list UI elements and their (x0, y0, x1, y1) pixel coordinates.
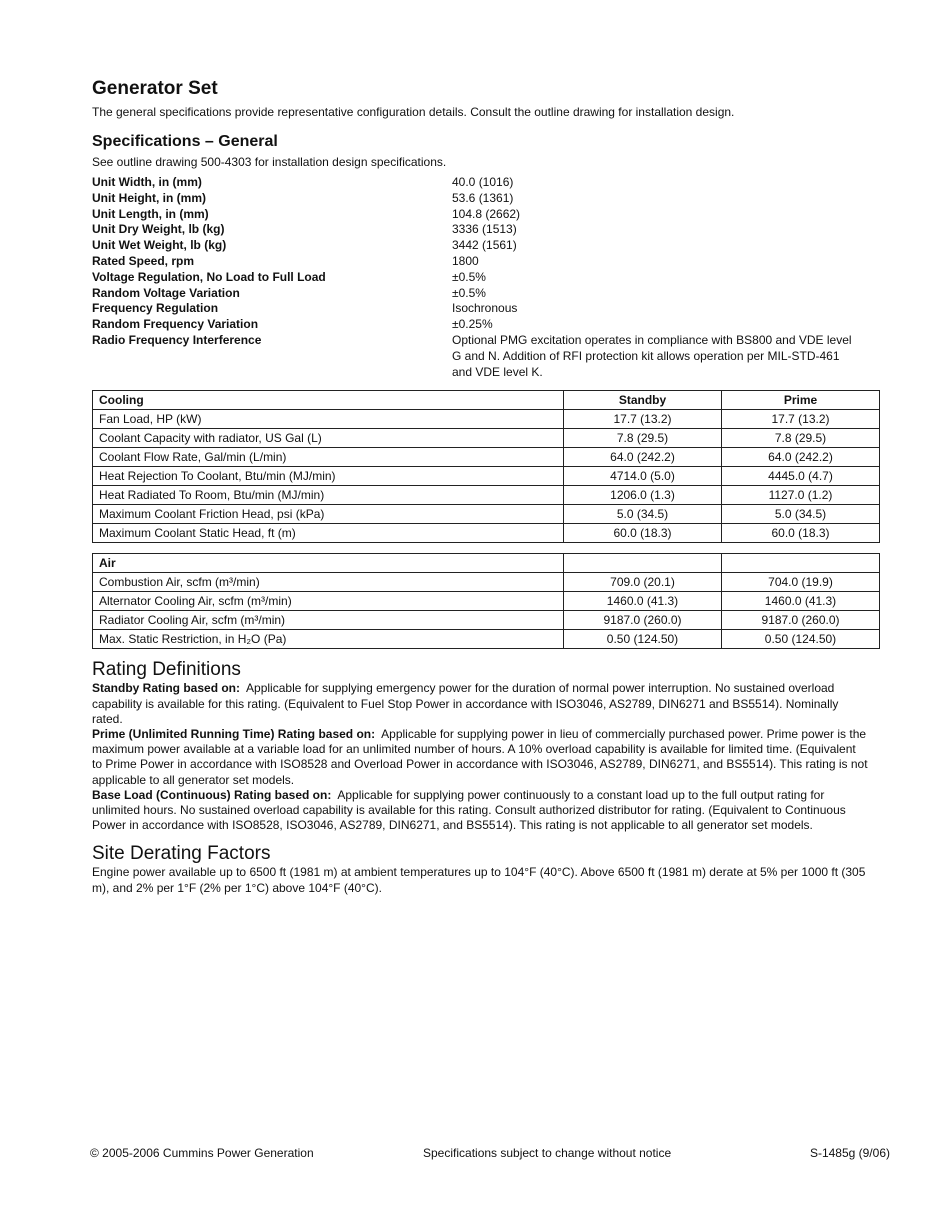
table-row (93, 429, 880, 448)
table-cell: Max. Static Restriction, in H₂O (Pa) (93, 630, 564, 649)
spec-value: 3442 (1561) (452, 238, 517, 253)
spec-value: Optional PMG excitation operates in compliance with BS800 and VDE level G and N. Addition of RFI protection kit allows operation per MIL-STD-461 and VDE level K. (452, 332, 852, 379)
standby-rating-label: Standby Rating based on: (92, 681, 241, 696)
spec-label: Random Frequency Variation (92, 317, 259, 332)
spec-row (92, 317, 868, 333)
spec-value: 53.6 (1361) (452, 190, 514, 205)
derating-text: Engine power available up to 6500 ft (1981 m) at ambient temperatures up to 104°F (40°C). Above 6500 ft (1981 m) derate at 5% per 1000 ft (305 m), and 2% per 1°F (2% per 1°C) above 104°F (40°C). (92, 865, 866, 895)
table-cell: 0.50 (124.50) (564, 630, 722, 649)
spec-label: Unit Wet Weight, lb (kg) (92, 238, 227, 253)
table-row (93, 505, 880, 524)
table-cell: 5.0 (34.5) (564, 505, 722, 524)
spec-row (92, 301, 868, 317)
table-cell: 9187.0 (260.0) (722, 611, 880, 630)
table-row (93, 524, 880, 543)
standby-rating-paragraph (92, 681, 868, 727)
spec-row (92, 270, 868, 286)
table-cell: 7.8 (29.5) (722, 429, 880, 448)
table-cell: 60.0 (18.3) (722, 524, 880, 543)
prime-rating-paragraph (92, 727, 868, 788)
table-row (93, 448, 880, 467)
table-cell: 1127.0 (1.2) (722, 486, 880, 505)
spec-list (92, 175, 868, 380)
footer-notice: Specifications subject to change without notice (423, 1146, 672, 1160)
spec-label: Unit Dry Weight, lb (kg) (92, 222, 225, 237)
table-header-row (93, 391, 880, 410)
table-cell: 5.0 (34.5) (722, 505, 880, 524)
table-cell: Alternator Cooling Air, scfm (m³/min) (93, 592, 564, 611)
spec-label: Unit Width, in (mm) (92, 175, 202, 189)
table-header-cell: Prime (722, 391, 880, 410)
table-header-cell: Air (93, 554, 564, 573)
table-cell: 64.0 (242.2) (564, 448, 722, 467)
base-rating-text: Applicable for supplying power continuously to a constant load up to the full output rating for unlimited hours. No sustained overload capability is available for this rating. Consult authorized distributor for rating. (Equivalent to Continuous Power in accordance with ISO8528, ISO3046, AS2789, DIN6271, and BS5514). This rating is not applicable to all generator set models. (92, 787, 846, 833)
footer-docnum: S-1485g (9/06) (809, 1146, 890, 1160)
table-cell: 1460.0 (41.3) (564, 592, 722, 611)
table-row (93, 410, 880, 429)
spec-row (92, 254, 868, 270)
table-cell: 0.50 (124.50) (722, 630, 880, 649)
table-cell: Maximum Coolant Static Head, ft (m) (93, 524, 564, 543)
spec-label: Random Voltage Variation (92, 285, 240, 300)
spec-row (92, 333, 868, 380)
spec-label: Voltage Regulation, No Load to Full Load (92, 269, 326, 284)
intro-text: The general specifications provide representative configuration details. Consult the outline drawing for installation design. (92, 105, 735, 119)
table-cell: 9187.0 (260.0) (564, 611, 722, 630)
spec-label: Radio Frequency Interference (92, 332, 262, 347)
spec-row (92, 207, 868, 223)
table-row (93, 592, 880, 611)
spec-row (92, 175, 868, 191)
spec-label: Unit Length, in (mm) (92, 206, 209, 221)
table-cell: Heat Radiated To Room, Btu/min (MJ/min) (93, 486, 564, 505)
spec-value: 1800 (452, 253, 479, 268)
table-row (93, 630, 880, 649)
table-cell: Radiator Cooling Air, scfm (m³/min) (93, 611, 564, 630)
spec-row (92, 238, 868, 254)
table-cell: Maximum Coolant Friction Head, psi (kPa) (93, 505, 564, 524)
base-rating-paragraph (92, 788, 868, 834)
spec-label: Frequency Regulation (92, 301, 219, 316)
spec-value: 104.8 (2662) (452, 206, 521, 221)
table-cell: Heat Rejection To Coolant, Btu/min (MJ/min) (93, 467, 564, 486)
table-cell: 709.0 (20.1) (564, 573, 722, 592)
table-cell: 4445.0 (4.7) (722, 467, 880, 486)
spec-label: Rated Speed, rpm (92, 253, 195, 268)
standby-rating-text: Applicable for supplying emergency power for the duration of normal power interruption. No sustained overload capability is available for this rating. (Equivalent to Fuel Stop Power in accordance with ISO3046, AS2789, DIN6271 and BS5514). Nominally rated. (92, 681, 839, 726)
footer-copyright: © 2005-2006 Cummins Power Generation (90, 1146, 314, 1160)
prime-rating-text: Applicable for supplying power in lieu of commercially purchased power. Prime power is the maximum power available at a variable load for an unlimited number of hours. A 10% overload capability is available for limited time. (Equivalent to Prime Power in accordance with ISO8528 and Overload Power in accordance with ISO3046, AS2789, DIN6271, and BS5514). This rating is not applicable to all generator set models. (92, 726, 868, 787)
spec-heading: Specifications – General (92, 133, 278, 150)
table-row (93, 611, 880, 630)
cooling-table (92, 390, 880, 543)
air-table (92, 553, 880, 649)
table-row (93, 486, 880, 505)
table-cell: 4714.0 (5.0) (564, 467, 722, 486)
prime-rating-label: Prime (Unlimited Running Time) Rating based on: (92, 726, 376, 741)
rating-heading: Rating Definitions (92, 659, 241, 681)
table-header-cell: Standby (564, 391, 722, 410)
spec-value: Isochronous (452, 301, 518, 316)
table-cell: 17.7 (13.2) (722, 410, 880, 429)
table-cell: Combustion Air, scfm (m³/min) (93, 573, 564, 592)
table-header-row (93, 554, 880, 573)
table-cell: Coolant Capacity with radiator, US Gal (L) (93, 429, 564, 448)
spec-row (92, 222, 868, 238)
table-cell: 64.0 (242.2) (722, 448, 880, 467)
spec-value: ±0.5% (452, 285, 486, 300)
spec-subtext: See outline drawing 500-4303 for installation design specifications. (92, 155, 447, 169)
table-cell: 1206.0 (1.3) (564, 486, 722, 505)
table-row (93, 467, 880, 486)
table-cell: Fan Load, HP (kW) (93, 410, 564, 429)
spec-value: ±0.25% (452, 317, 493, 332)
document-page (92, 78, 868, 896)
table-header-cell (564, 554, 722, 573)
table-header-cell: Cooling (93, 391, 564, 410)
spec-row (92, 286, 868, 302)
spec-value: 40.0 (1016) (452, 175, 514, 189)
table-row (93, 573, 880, 592)
table-cell: 704.0 (19.9) (722, 573, 880, 592)
table-header-cell (722, 554, 880, 573)
spec-value: 3336 (1513) (452, 222, 517, 237)
spec-value: ±0.5% (452, 269, 486, 284)
table-cell: Coolant Flow Rate, Gal/min (L/min) (93, 448, 564, 467)
spec-label: Unit Height, in (mm) (92, 190, 206, 205)
table-cell: 7.8 (29.5) (564, 429, 722, 448)
table-cell: 17.7 (13.2) (564, 410, 722, 429)
page-title: Generator Set (92, 78, 218, 99)
table-cell: 60.0 (18.3) (564, 524, 722, 543)
base-rating-label: Base Load (Continuous) Rating based on: (92, 787, 332, 802)
spec-row (92, 191, 868, 207)
derating-heading: Site Derating Factors (92, 843, 271, 865)
table-cell: 1460.0 (41.3) (722, 592, 880, 611)
